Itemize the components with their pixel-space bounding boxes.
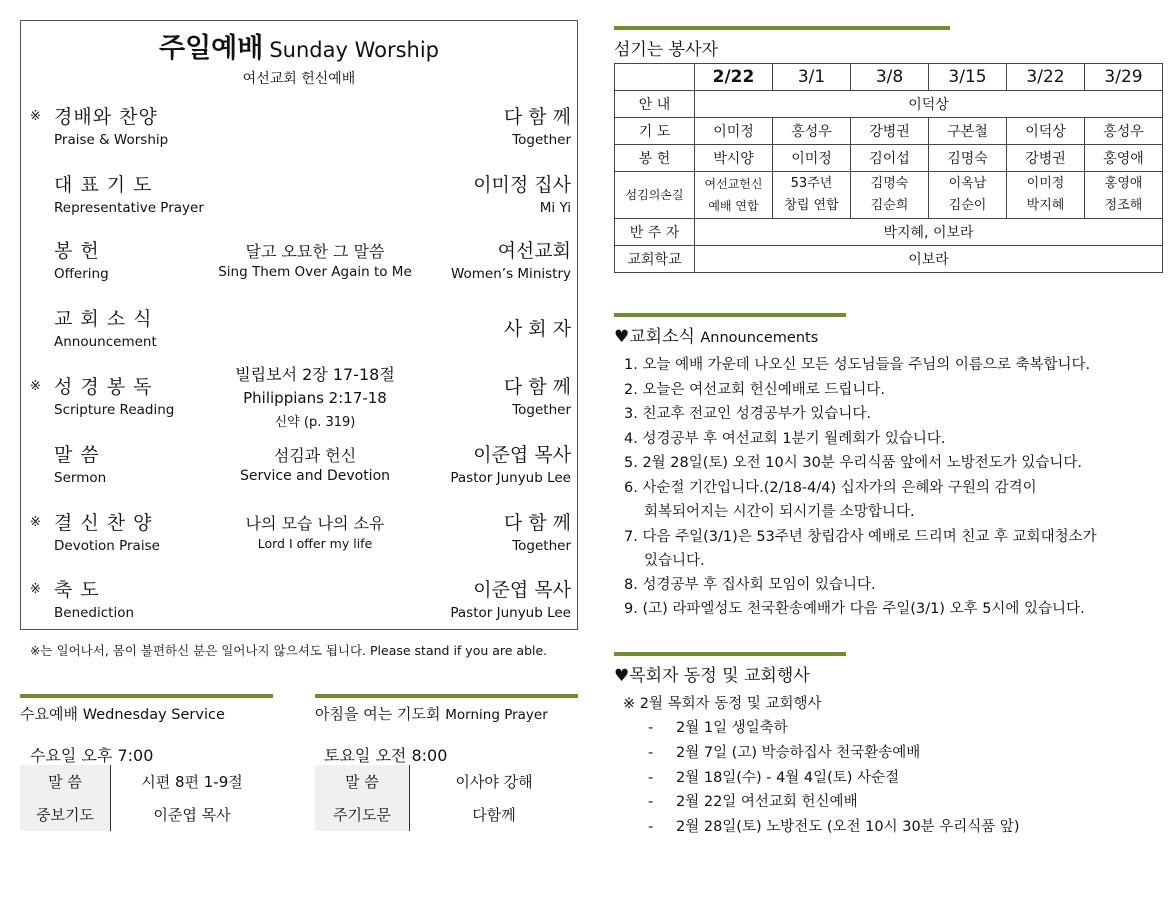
dash-mark: - bbox=[648, 720, 654, 736]
cell-line: 김명숙 bbox=[870, 176, 909, 191]
order-leader-en: Mi Yi bbox=[539, 200, 571, 216]
cell-line: 이옥남 bbox=[948, 176, 987, 191]
table-row bbox=[615, 172, 1163, 219]
wednesday-title bbox=[20, 703, 225, 724]
wednesday-title-en: Wednesday Service bbox=[82, 707, 225, 723]
order-item bbox=[0, 365, 598, 430]
morning-table bbox=[315, 765, 578, 831]
table-row bbox=[315, 765, 578, 798]
dash-mark: - bbox=[648, 770, 654, 786]
table-cell: 이미정 bbox=[773, 145, 851, 172]
order-leader-ko: 사 회 자 bbox=[503, 318, 571, 340]
stand-mark: ※ bbox=[30, 515, 41, 530]
table-row bbox=[20, 798, 273, 831]
wednesday-time: 수요일 오후 7:00 bbox=[30, 746, 154, 765]
order-detail-ko: 달고 오묘한 그 말씀 bbox=[245, 242, 385, 261]
role-label: 안 내 bbox=[615, 91, 695, 118]
servants-table bbox=[614, 63, 1163, 273]
row-label: 중보기도 bbox=[20, 798, 111, 831]
order-detail-en: Service and Devotion bbox=[239, 468, 391, 484]
order-leader-ko: 이미정 집사 bbox=[473, 174, 571, 196]
table-row bbox=[615, 145, 1163, 172]
announcement-line: 3. 친교후 전교인 성경공부가 있습니다. bbox=[624, 406, 871, 422]
order-leader-en: Together bbox=[512, 538, 571, 554]
order-leader-ko: 다 함 께 bbox=[503, 376, 571, 398]
date-cell: 3/22 bbox=[1007, 64, 1085, 91]
order-detail-ko: 빌립보서 2장 17-18절 bbox=[235, 365, 395, 384]
table-row bbox=[615, 91, 1163, 118]
order-title-en: Benediction bbox=[54, 605, 135, 621]
order-item bbox=[0, 508, 598, 558]
heart-icon: ♥ bbox=[614, 327, 630, 347]
cell-line: 여선교헌신 bbox=[704, 177, 763, 191]
row-label: 주기도문 bbox=[315, 798, 410, 831]
order-item bbox=[0, 170, 598, 220]
order-leader-en: Together bbox=[512, 132, 571, 148]
order-detail-ko: 나의 모습 나의 소유 bbox=[245, 514, 385, 533]
event-item bbox=[648, 716, 788, 737]
dash-mark: - bbox=[648, 794, 654, 810]
announcement-line: 7. 다음 주일(3/1)은 53주년 창립감사 예배로 드리며 친교 후 교회대청소가 bbox=[624, 529, 1097, 545]
table-cell bbox=[851, 172, 929, 219]
row-value: 시편 8편 1-9절 bbox=[141, 773, 243, 791]
order-detail-page: 신약 (p. 319) bbox=[274, 415, 356, 430]
announcement-line: 회복되어지는 시간이 되시기를 소망합니다. bbox=[644, 504, 915, 520]
date-cell: 3/15 bbox=[929, 64, 1007, 91]
role-label: 봉 헌 bbox=[615, 145, 695, 172]
order-item bbox=[0, 236, 598, 286]
order-leader-ko: 다 함 께 bbox=[503, 512, 571, 534]
order-leader-en: Pastor Junyub Lee bbox=[450, 605, 571, 621]
order-title-ko: 교 회 소 식 bbox=[54, 308, 153, 330]
order-title-en: Offering bbox=[54, 266, 109, 282]
pastor-events-intro: ※ 2월 목회자 동정 및 교회행사 bbox=[623, 696, 822, 712]
table-row bbox=[615, 219, 1163, 246]
date-cell: 3/1 bbox=[773, 64, 851, 91]
role-label: 반 주 자 bbox=[615, 219, 695, 246]
order-leader-en: Pastor Junyub Lee bbox=[450, 470, 571, 486]
table-cell: 김이섭 bbox=[851, 145, 929, 172]
event-item bbox=[648, 790, 858, 811]
section-bar bbox=[614, 652, 846, 656]
event-text: 2월 1일 생일축하 bbox=[676, 720, 788, 736]
event-text: 2월 22일 여선교회 헌신예배 bbox=[676, 794, 858, 810]
row-value: 이사야 강해 bbox=[455, 773, 533, 791]
dash-mark: - bbox=[648, 745, 654, 761]
cell-line: 이미정 bbox=[1026, 176, 1065, 191]
table-cell: 홍성우 bbox=[773, 118, 851, 145]
order-leader-ko: 이준엽 목사 bbox=[473, 444, 571, 466]
announcement-line: 1. 오늘 예배 가운데 나오신 모든 성도님들을 주님의 이름으로 축복합니다. bbox=[624, 357, 1091, 373]
order-item bbox=[0, 440, 598, 490]
cell-line: 정조해 bbox=[1104, 198, 1143, 213]
event-item bbox=[648, 741, 920, 762]
table-cell: 박지혜, 이보라 bbox=[695, 219, 1163, 246]
table-cell: 홍성우 bbox=[1085, 118, 1163, 145]
event-text: 2월 7일 (고) 박승하집사 천국환송예배 bbox=[676, 745, 921, 761]
morning-title-ko: 아침을 여는 기도회 bbox=[315, 705, 441, 723]
table-cell: 이덕상 bbox=[1007, 118, 1085, 145]
servants-title: 섬기는 봉사자 bbox=[614, 40, 718, 60]
announcement-line: 4. 성경공부 후 여선교회 1분기 월례회가 있습니다. bbox=[624, 431, 946, 447]
morning-title bbox=[315, 703, 548, 724]
table-row bbox=[315, 798, 578, 831]
stand-mark: ※ bbox=[30, 379, 41, 394]
order-leader-ko: 이준엽 목사 bbox=[473, 579, 571, 601]
order-item bbox=[0, 102, 598, 152]
order-leader-en: Women’s Ministry bbox=[450, 266, 571, 282]
event-text: 2월 28일(토) 노방전도 (오전 10시 30분 우리식품 앞) bbox=[676, 819, 1020, 835]
order-detail-en: Lord I offer my life bbox=[257, 536, 373, 551]
order-title-ko: 봉 헌 bbox=[54, 240, 100, 262]
heart-icon: ♥ bbox=[614, 666, 630, 686]
table-cell: 김명숙 bbox=[929, 145, 1007, 172]
section-bar bbox=[20, 694, 273, 698]
announcement-line: 6. 사순절 기간입니다.(2/18-4/4) 십자가의 은혜와 구원의 감격이 bbox=[624, 480, 1037, 496]
order-title-en: Devotion Praise bbox=[54, 538, 160, 554]
section-bar bbox=[614, 313, 846, 317]
table-cell: 구본철 bbox=[929, 118, 1007, 145]
table-row bbox=[615, 64, 1163, 91]
announcement-line: 5. 2월 28일(토) 오전 10시 30분 우리식품 앞에서 노방전도가 있습니다. bbox=[624, 455, 1082, 471]
morning-time: 토요일 오전 8:00 bbox=[324, 746, 448, 765]
order-detail-ko: 섬김과 헌신 bbox=[273, 446, 357, 465]
date-cell: 2/22 bbox=[695, 64, 773, 91]
order-leader-en: Together bbox=[512, 402, 571, 418]
table-cell bbox=[773, 172, 851, 219]
table-cell bbox=[1085, 172, 1163, 219]
cell-line: 김순이 bbox=[948, 198, 987, 213]
order-item bbox=[0, 304, 598, 354]
dash-mark: - bbox=[648, 819, 654, 835]
wednesday-table bbox=[20, 765, 273, 831]
order-leader-ko: 여선교회 bbox=[497, 240, 571, 262]
announcement-line: 9. (고) 라파엘성도 천국환송예배가 다음 주일(3/1) 오후 5시에 있습니다. bbox=[624, 601, 1085, 617]
table-cell bbox=[615, 64, 695, 91]
table-cell: 강병권 bbox=[1007, 145, 1085, 172]
cell-line: 홍영애 bbox=[1104, 176, 1143, 191]
order-detail-en: Sing Them Over Again to Me bbox=[218, 264, 412, 280]
row-label: 말 씀 bbox=[315, 765, 410, 798]
announcement-line: 있습니다. bbox=[644, 553, 705, 569]
section-bar bbox=[614, 26, 950, 30]
row-value: 다함께 bbox=[472, 806, 516, 824]
order-title-en: Representative Prayer bbox=[54, 200, 204, 216]
announcements-title-en: Announcements bbox=[700, 330, 819, 346]
pastor-events-title-text: 목회자 동정 및 교회행사 bbox=[629, 666, 810, 686]
table-cell bbox=[695, 172, 773, 219]
order-title-en: Praise & Worship bbox=[54, 132, 169, 148]
role-label: 교회학교 bbox=[615, 246, 695, 273]
stand-mark: ※ bbox=[30, 582, 41, 597]
worship-title-en: Sunday Worship bbox=[269, 38, 439, 62]
event-item bbox=[648, 766, 899, 787]
cell-line: 창립 연합 bbox=[784, 198, 839, 213]
table-cell: 이미정 bbox=[695, 118, 773, 145]
order-title-en: Announcement bbox=[54, 334, 157, 350]
stand-note: ※는 일어나서, 몸이 불편하신 분은 일어나지 않으셔도 됩니다. Please stand if you are able. bbox=[30, 643, 548, 658]
table-cell: 강병권 bbox=[851, 118, 929, 145]
order-detail-en: Philippians 2:17-18 bbox=[243, 389, 387, 407]
table-row bbox=[615, 246, 1163, 273]
section-bar bbox=[315, 694, 578, 698]
worship-subtitle: 여선교회 헌신예배 bbox=[242, 71, 356, 87]
wednesday-title-ko: 수요예배 bbox=[20, 705, 78, 723]
role-label: 섬김의손길 bbox=[615, 172, 695, 219]
order-title-en: Sermon bbox=[54, 470, 107, 486]
morning-title-en: Morning Prayer bbox=[445, 707, 548, 723]
announcements-title-ko: 교회소식 bbox=[629, 327, 695, 347]
table-cell: 이덕상 bbox=[695, 91, 1163, 118]
announcements-title bbox=[614, 322, 818, 347]
order-item bbox=[0, 575, 598, 625]
order-title-ko: 대 표 기 도 bbox=[54, 174, 153, 196]
cell-line: 53주년 bbox=[790, 176, 833, 191]
order-title-ko: 축 도 bbox=[54, 579, 100, 601]
table-cell: 박시양 bbox=[695, 145, 773, 172]
table-cell: 이보라 bbox=[695, 246, 1163, 273]
cell-line: 박지혜 bbox=[1026, 198, 1065, 213]
table-row bbox=[20, 765, 273, 798]
date-cell: 3/8 bbox=[851, 64, 929, 91]
worship-title-ko: 주일예배 bbox=[158, 33, 264, 64]
announcement-line: 8. 성경공부 후 집사회 모임이 있습니다. bbox=[624, 577, 876, 593]
table-row bbox=[615, 118, 1163, 145]
order-title-ko: 경배와 찬양 bbox=[54, 106, 158, 128]
pastor-events-title bbox=[614, 661, 810, 686]
worship-title bbox=[0, 26, 598, 65]
row-label: 말 씀 bbox=[20, 765, 111, 798]
announcement-line: 2. 오늘은 여선교회 헌신예배로 드립니다. bbox=[624, 382, 885, 398]
event-item bbox=[648, 815, 1020, 836]
cell-line: 예배 연합 bbox=[708, 199, 759, 213]
event-text: 2월 18일(수) - 4월 4일(토) 사순절 bbox=[676, 770, 900, 786]
cell-line: 김순희 bbox=[870, 198, 909, 213]
row-value: 이준엽 목사 bbox=[153, 806, 231, 824]
date-cell: 3/29 bbox=[1085, 64, 1163, 91]
table-cell: 홍영애 bbox=[1085, 145, 1163, 172]
stand-mark: ※ bbox=[30, 109, 41, 124]
order-title-ko: 결 신 찬 양 bbox=[54, 512, 153, 534]
order-title-ko: 성 경 봉 독 bbox=[54, 376, 153, 398]
order-title-en: Scripture Reading bbox=[54, 402, 175, 418]
order-leader-ko: 다 함 께 bbox=[503, 106, 571, 128]
order-title-ko: 말 씀 bbox=[54, 444, 100, 466]
table-cell bbox=[929, 172, 1007, 219]
role-label: 기 도 bbox=[615, 118, 695, 145]
table-cell bbox=[1007, 172, 1085, 219]
